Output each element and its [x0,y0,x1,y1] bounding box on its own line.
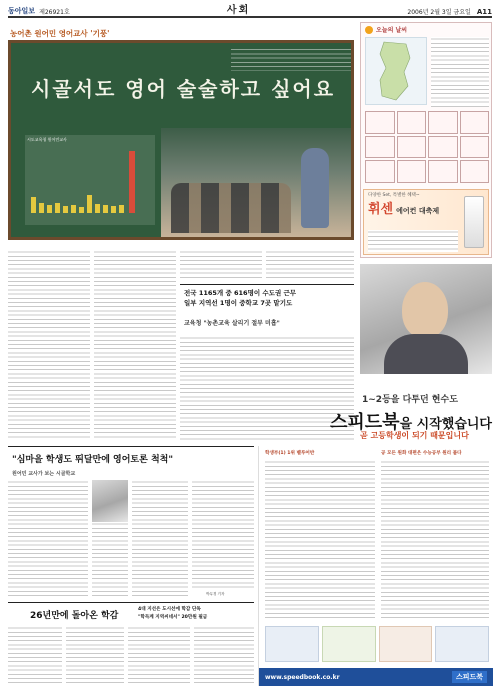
lead-kicker: 농어촌 원어민 영어교사 '기풍' [10,29,110,38]
speedbook-ad-body[interactable] [258,446,492,686]
speedbook-tagline: 1~2등을 다투던 현수도 [362,395,458,405]
story4-col2 [66,626,124,686]
weather-map [365,37,427,105]
speedbook-col2-body [381,460,489,620]
product-thumb [265,626,319,662]
product-thumb [379,626,433,662]
teacher-chart [25,135,155,225]
speedbook-col2-title: 공 모든 원화 대편은 수능공부 원리 붙다 [381,451,462,456]
weather-city-grid [365,111,489,183]
city-cell [365,160,395,183]
aircon-ad-brand: 휘센 [368,202,394,217]
chalkboard-text: 시골서도 영어 술술하고 싶어요 [31,77,336,101]
aircon-product-image [464,196,484,248]
photo-caption [231,47,351,71]
story2-body [180,336,354,440]
lead-body-col4 [266,250,354,280]
korea-map-shape [366,38,426,104]
speedbook-brand: 스피드북 [330,412,400,433]
speedbook-product-strip [265,626,489,662]
story4-headline: 26년만에 돌아온 학감 [30,611,119,621]
aircon-ad-details [368,230,458,252]
weather-text [431,37,489,107]
city-cell [428,111,458,134]
city-cell [428,136,458,159]
story3-portrait [92,480,128,522]
story3-headline: "심마을 학생도 뛰달만에 영어토론 척척" [12,455,174,465]
product-thumb [435,626,489,662]
teacher-figure [301,148,329,228]
aircon-ad-slogan: 다양한 Set, 특별한 혜택~ [368,193,420,198]
weather-box [360,22,492,258]
story4-headline3: "학득계 지역씨네서" 20만원 필금 [138,615,208,620]
story4-col3 [128,626,190,686]
city-cell [460,136,490,159]
date: 2006년 2월 3일 금요일 [407,9,471,16]
masthead-right [407,7,492,16]
boy-face [402,282,448,338]
lead-body-col2 [94,250,176,440]
weather-title: 오늘의 날씨 [376,27,408,34]
aircon-ad[interactable] [363,189,489,255]
speedbook-logo: 스피드북 [452,671,487,683]
chart-title: 시도교육청 원어민교사 [27,137,67,142]
product-thumb [322,626,376,662]
story2-headline1: 전국 1165개 중 616명이 수도권 근무 [184,289,297,297]
mid-rule [8,446,254,447]
story2-headline2: 일부 지역선 1명이 중학교 7곳 맡기도 [184,299,293,307]
aircon-ad-event: 에어컨 대축제 [396,207,440,215]
city-cell [365,136,395,159]
weather-title-bar [361,23,491,36]
speedbook-headline-suffix: 을 시작했습니다 [399,417,492,432]
section-title: 사회 [226,5,251,16]
story4-headline2: 4대 지선은 도시선에 학감 단독 [138,607,201,612]
story3-col1 [8,480,88,598]
lead-photo-chalkboard [8,40,354,240]
masthead [8,4,492,18]
city-cell [365,111,395,134]
classroom-photo [161,128,351,238]
story4-col1 [8,626,62,686]
city-cell [428,160,458,183]
city-cell [397,111,427,134]
lead-body-col1 [8,250,90,440]
speedbook-subhead: 곧 고등학생이 되기 때문입니다 [360,431,469,440]
newspaper-logo: 동아일보 [8,6,36,15]
story4-col4 [194,626,254,686]
masthead-left [8,6,70,16]
story3-byline: 박무경 기자 [206,592,225,596]
page-number: A11 [476,8,492,16]
story2-rule [180,284,354,285]
student-figures [171,183,291,233]
story4-rule [8,602,254,603]
chart-bars [25,145,155,219]
city-cell [460,160,490,183]
boy-body [384,334,468,374]
city-cell [460,111,490,134]
sun-icon [365,26,373,34]
story3-col3 [132,480,188,598]
story3-subhead: 원어민 교사가 보는 시골학교 [12,471,76,477]
city-cell [397,160,427,183]
boy-photo [360,264,492,374]
issue-number: 제26921호 [39,9,70,16]
lead-body-col3 [180,250,262,280]
speedbook-col1-body [265,460,375,620]
city-cell [397,136,427,159]
story2-headline3: 교육청 "농촌교육 살리기 절부 미흡" [184,320,280,327]
speedbook-url[interactable]: www.speedbook.co.kr [265,673,340,681]
story3-col4 [192,480,254,590]
speedbook-col1-title: 학생부(1) 1위 벨루어반 [265,451,315,456]
speedbook-footer [259,668,493,686]
